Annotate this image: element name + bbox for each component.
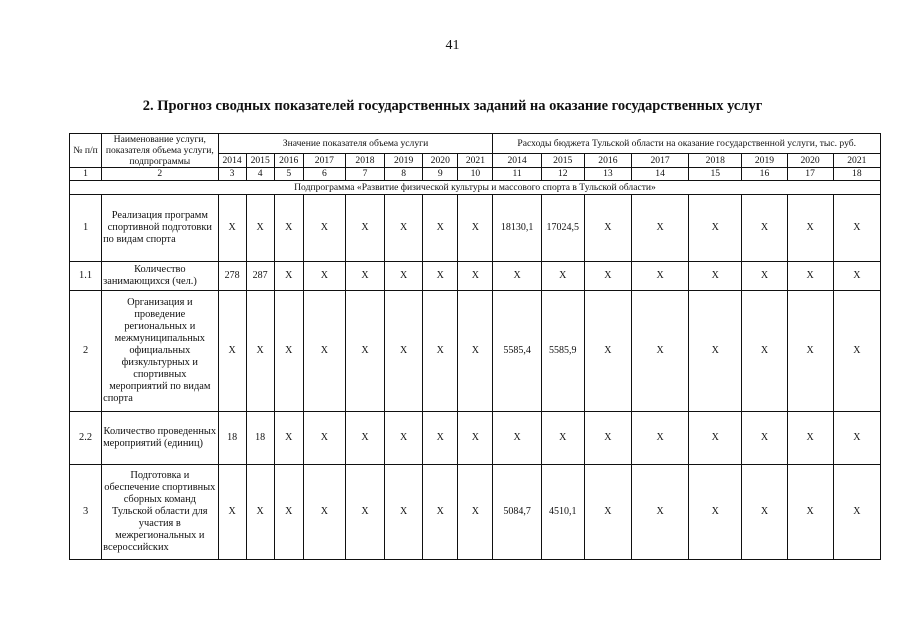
table-cell: X	[385, 262, 423, 291]
table-cell: X	[423, 195, 458, 262]
row-name: Количество проведенных мероприятий (единиц)	[102, 412, 218, 465]
table-cell: X	[787, 291, 833, 412]
table-cell: 18130,1	[493, 195, 541, 262]
table-cell: X	[584, 465, 631, 560]
column-number: 17	[787, 168, 833, 181]
table-cell: X	[423, 465, 458, 560]
table-row	[70, 262, 881, 291]
table-row	[70, 291, 881, 412]
table-cell: X	[787, 195, 833, 262]
column-numbers-row	[70, 168, 881, 181]
table-cell: X	[218, 291, 246, 412]
table-cell: X	[274, 195, 303, 262]
table-cell: X	[274, 262, 303, 291]
page-number: 41	[445, 38, 460, 53]
table-cell: X	[423, 291, 458, 412]
table-cell: X	[584, 412, 631, 465]
row-number: 2.2	[70, 412, 102, 465]
table-cell: X	[689, 195, 742, 262]
table-cell: X	[742, 262, 787, 291]
table-cell: X	[345, 195, 384, 262]
budget-year-2015: 2015	[541, 154, 584, 168]
table-cell: X	[274, 465, 303, 560]
table-cell: X	[833, 465, 880, 560]
table-cell: X	[742, 291, 787, 412]
volume-year-2021: 2021	[458, 154, 493, 168]
table-cell: 4510,1	[541, 465, 584, 560]
table-cell: 18	[218, 412, 246, 465]
row-number: 3	[70, 465, 102, 560]
table-cell: X	[787, 412, 833, 465]
volume-year-2019: 2019	[385, 154, 423, 168]
row-number: 2	[70, 291, 102, 412]
column-number: 16	[742, 168, 787, 181]
table-cell: X	[493, 262, 541, 291]
table-cell: X	[385, 465, 423, 560]
table-cell: 287	[246, 262, 274, 291]
table-cell: X	[833, 262, 880, 291]
column-number: 12	[541, 168, 584, 181]
column-number: 10	[458, 168, 493, 181]
table-cell: X	[274, 412, 303, 465]
table-cell: X	[742, 412, 787, 465]
column-number: 5	[274, 168, 303, 181]
table-cell: X	[345, 262, 384, 291]
table-cell: X	[689, 412, 742, 465]
column-number: 6	[303, 168, 345, 181]
table-cell: X	[541, 412, 584, 465]
table-cell: X	[385, 412, 423, 465]
table-cell: X	[493, 412, 541, 465]
section-heading: 2. Прогноз сводных показателей государственных заданий на оказание государственных услуг	[142, 98, 763, 114]
table-cell: X	[458, 412, 493, 465]
table-cell: X	[631, 465, 688, 560]
table-cell: 5084,7	[493, 465, 541, 560]
table-cell: X	[689, 465, 742, 560]
table-cell: X	[345, 465, 384, 560]
header-col-name: Наименование услуги, показателя объема услуги, подпрограммы	[102, 134, 218, 168]
table-cell: X	[246, 195, 274, 262]
row-name: Реализация программ спортивной подготовки по видам спорта	[102, 195, 218, 262]
subprogram-title: Подпрограмма «Развитие физической культуры и массового спорта в Тульской области»	[70, 181, 881, 195]
budget-year-2019: 2019	[742, 154, 787, 168]
table-cell: X	[303, 465, 345, 560]
table-cell: X	[458, 291, 493, 412]
table-cell: X	[833, 195, 880, 262]
volume-year-2018: 2018	[345, 154, 384, 168]
column-number: 7	[345, 168, 384, 181]
table-cell: 18	[246, 412, 274, 465]
table-cell: X	[246, 465, 274, 560]
volume-year-2020: 2020	[423, 154, 458, 168]
table-cell: X	[303, 412, 345, 465]
table-row	[70, 412, 881, 465]
budget-year-2021: 2021	[833, 154, 880, 168]
column-number: 14	[631, 168, 688, 181]
table-cell: X	[246, 291, 274, 412]
column-number: 9	[423, 168, 458, 181]
budget-year-2014: 2014	[493, 154, 541, 168]
header-volume-group: Значение показателя объема услуги	[218, 134, 493, 154]
column-number: 13	[584, 168, 631, 181]
row-name: Организация и проведение региональных и межмуниципальных официальных физкультурных и спортивных мероприятий по видам спорта	[102, 291, 218, 412]
table-cell: X	[303, 195, 345, 262]
table-cell: 278	[218, 262, 246, 291]
table-cell: X	[742, 465, 787, 560]
table-cell: X	[385, 195, 423, 262]
table-cell: X	[303, 262, 345, 291]
table-cell: X	[345, 291, 384, 412]
table-cell: X	[385, 291, 423, 412]
table-cell: X	[423, 412, 458, 465]
table-cell: X	[584, 195, 631, 262]
column-number: 3	[218, 168, 246, 181]
volume-year-2016: 2016	[274, 154, 303, 168]
header-col-number: № п/п	[70, 134, 102, 168]
table-cell: X	[303, 291, 345, 412]
table-cell: X	[218, 465, 246, 560]
table-cell: 5585,9	[541, 291, 584, 412]
table-cell: X	[689, 262, 742, 291]
row-number: 1.1	[70, 262, 102, 291]
table-cell: X	[274, 291, 303, 412]
column-number: 11	[493, 168, 541, 181]
table-cell: X	[541, 262, 584, 291]
volume-year-2015: 2015	[246, 154, 274, 168]
table-cell: X	[458, 262, 493, 291]
table-cell: X	[787, 465, 833, 560]
table-cell: X	[458, 195, 493, 262]
table-cell: X	[631, 412, 688, 465]
table-cell: X	[458, 465, 493, 560]
header-budget-group: Расходы бюджета Тульской области на оказание государственной услуги, тыс. руб.	[493, 134, 881, 154]
table-cell: X	[631, 291, 688, 412]
state-assignment-table	[69, 133, 881, 560]
table-cell: X	[833, 412, 880, 465]
table-cell: X	[584, 291, 631, 412]
table-cell: X	[218, 195, 246, 262]
column-number: 18	[833, 168, 880, 181]
table-cell: X	[584, 262, 631, 291]
budget-year-2018: 2018	[689, 154, 742, 168]
table-row	[70, 465, 881, 560]
table-cell: 17024,5	[541, 195, 584, 262]
table-cell: X	[787, 262, 833, 291]
table-cell: X	[345, 412, 384, 465]
column-number: 4	[246, 168, 274, 181]
budget-year-2016: 2016	[584, 154, 631, 168]
table-cell: X	[423, 262, 458, 291]
table-cell: 5585,4	[493, 291, 541, 412]
column-number: 2	[102, 168, 218, 181]
table-cell: X	[631, 262, 688, 291]
table-row	[70, 195, 881, 262]
row-number: 1	[70, 195, 102, 262]
row-name: Подготовка и обеспечение спортивных сборных команд Тульской области для участия в межрегиональных и всероссийских	[102, 465, 218, 560]
table-cell: X	[631, 195, 688, 262]
volume-year-2014: 2014	[218, 154, 246, 168]
table-cell: X	[689, 291, 742, 412]
column-number: 1	[70, 168, 102, 181]
row-name: Количество занимающихся (чел.)	[102, 262, 218, 291]
table-cell: X	[833, 291, 880, 412]
volume-year-2017: 2017	[303, 154, 345, 168]
budget-year-2017: 2017	[631, 154, 688, 168]
budget-year-2020: 2020	[787, 154, 833, 168]
column-number: 15	[689, 168, 742, 181]
table-cell: X	[742, 195, 787, 262]
column-number: 8	[385, 168, 423, 181]
